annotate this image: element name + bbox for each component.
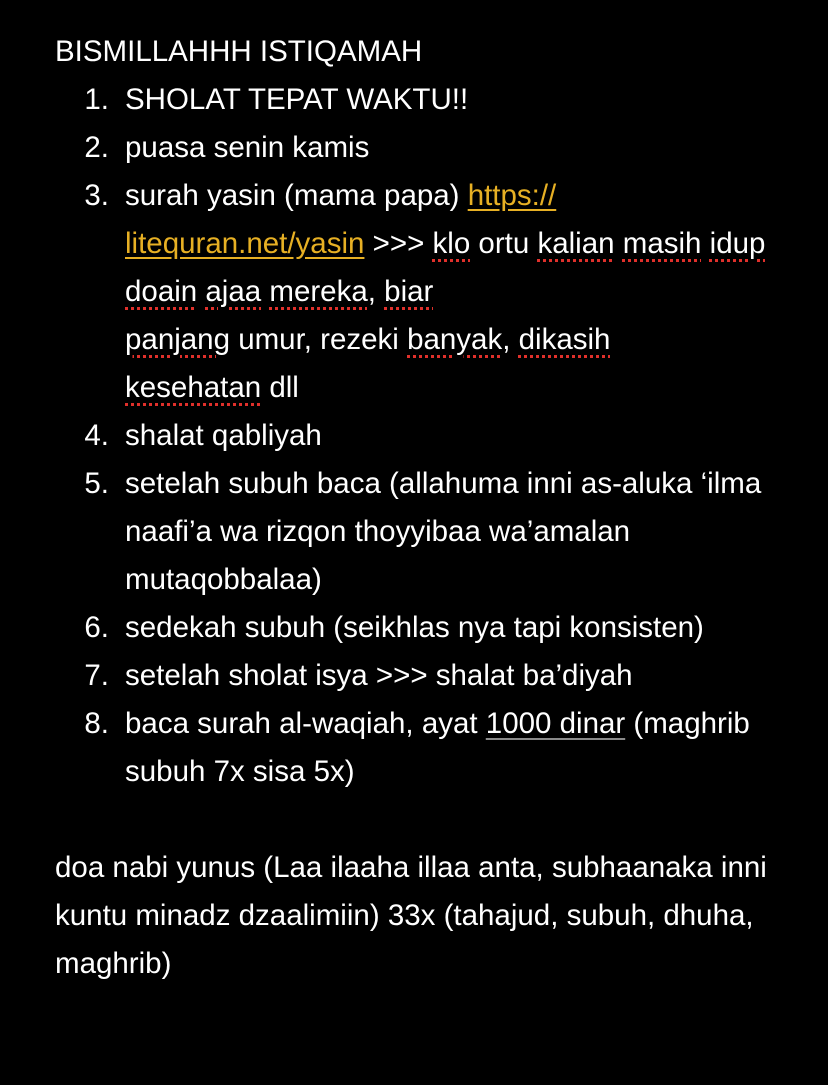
item-number: 8. bbox=[84, 707, 109, 740]
item-number: 5. bbox=[84, 467, 109, 500]
item-text-part bbox=[615, 227, 623, 260]
list-item bbox=[55, 172, 795, 412]
footer-paragraph bbox=[55, 844, 795, 988]
item-text-part: baca surah al-waqiah, ayat bbox=[125, 707, 486, 740]
item-text-part: (maghrib subuh 7x sisa 5x) bbox=[125, 707, 750, 788]
note-body[interactable] bbox=[55, 28, 795, 988]
misspelled-word[interactable]: klo bbox=[432, 227, 471, 260]
item-number: 4. bbox=[84, 419, 109, 452]
item-text-part: , bbox=[367, 275, 385, 308]
list-item bbox=[55, 124, 795, 172]
note-title: BISMILLAHHH ISTIQAMAH bbox=[55, 35, 423, 68]
item-number: 6. bbox=[84, 611, 109, 644]
misspelled-word[interactable]: kesehatan bbox=[125, 371, 262, 404]
item-text bbox=[125, 179, 765, 404]
misspelled-word[interactable]: doain bbox=[125, 275, 198, 308]
item-number: 7. bbox=[84, 659, 109, 692]
misspelled-word[interactable]: kalian bbox=[537, 227, 615, 260]
link-part[interactable]: litequran.net/yasin bbox=[125, 227, 365, 260]
list-item bbox=[55, 460, 795, 604]
misspelled-word[interactable]: biar bbox=[384, 275, 434, 308]
list-item bbox=[55, 700, 795, 796]
item-text-part: umur, rezeki bbox=[230, 323, 408, 356]
item-number: 2. bbox=[84, 131, 109, 164]
misspelled-word[interactable]: banyak bbox=[407, 323, 503, 356]
item-text: SHOLAT TEPAT WAKTU!! bbox=[125, 83, 469, 116]
detected-data-link[interactable]: 1000 dinar bbox=[485, 707, 626, 740]
list-item bbox=[55, 652, 795, 700]
link-part[interactable]: https:// bbox=[467, 179, 557, 212]
misspelled-word[interactable]: panjang bbox=[125, 323, 230, 356]
checklist bbox=[55, 76, 795, 796]
item-text: sedekah subuh (seikhlas nya tapi konsisten) bbox=[125, 611, 704, 644]
item-number: 1. bbox=[84, 83, 109, 116]
item-text-part: dll bbox=[261, 371, 299, 404]
item-text-part bbox=[701, 227, 709, 260]
misspelled-word[interactable]: masih bbox=[622, 227, 702, 260]
item-text-part: ortu bbox=[470, 227, 538, 260]
item-number: 3. bbox=[84, 179, 109, 212]
misspelled-word[interactable]: ajaa bbox=[205, 275, 262, 308]
footer-text: doa nabi yunus (Laa ilaaha illaa anta, subhaanaka inni kuntu minadz dzaalimiin) 33x (tahajud, subuh, dhuha, maghrib) bbox=[55, 851, 767, 980]
item-text: shalat qabliyah bbox=[125, 419, 322, 452]
item-text: setelah subuh baca (allahuma inni as-aluka ‘ilma naafi’a wa rizqon thoyyibaa wa’amalan mutaqobbalaa) bbox=[125, 467, 762, 596]
item-text-part: surah yasin (mama papa) bbox=[125, 179, 468, 212]
item-text-part: >>> bbox=[364, 227, 433, 260]
item-text bbox=[125, 707, 750, 788]
list-item bbox=[55, 412, 795, 460]
misspelled-word[interactable]: dikasih bbox=[518, 323, 611, 356]
misspelled-word[interactable]: mereka bbox=[269, 275, 368, 308]
misspelled-word[interactable]: idup bbox=[709, 227, 766, 260]
list-item bbox=[55, 76, 795, 124]
item-text: puasa senin kamis bbox=[125, 131, 370, 164]
item-text: setelah sholat isya >>> shalat ba’diyah bbox=[125, 659, 633, 692]
item-text-part: , bbox=[502, 323, 519, 356]
list-item bbox=[55, 604, 795, 652]
